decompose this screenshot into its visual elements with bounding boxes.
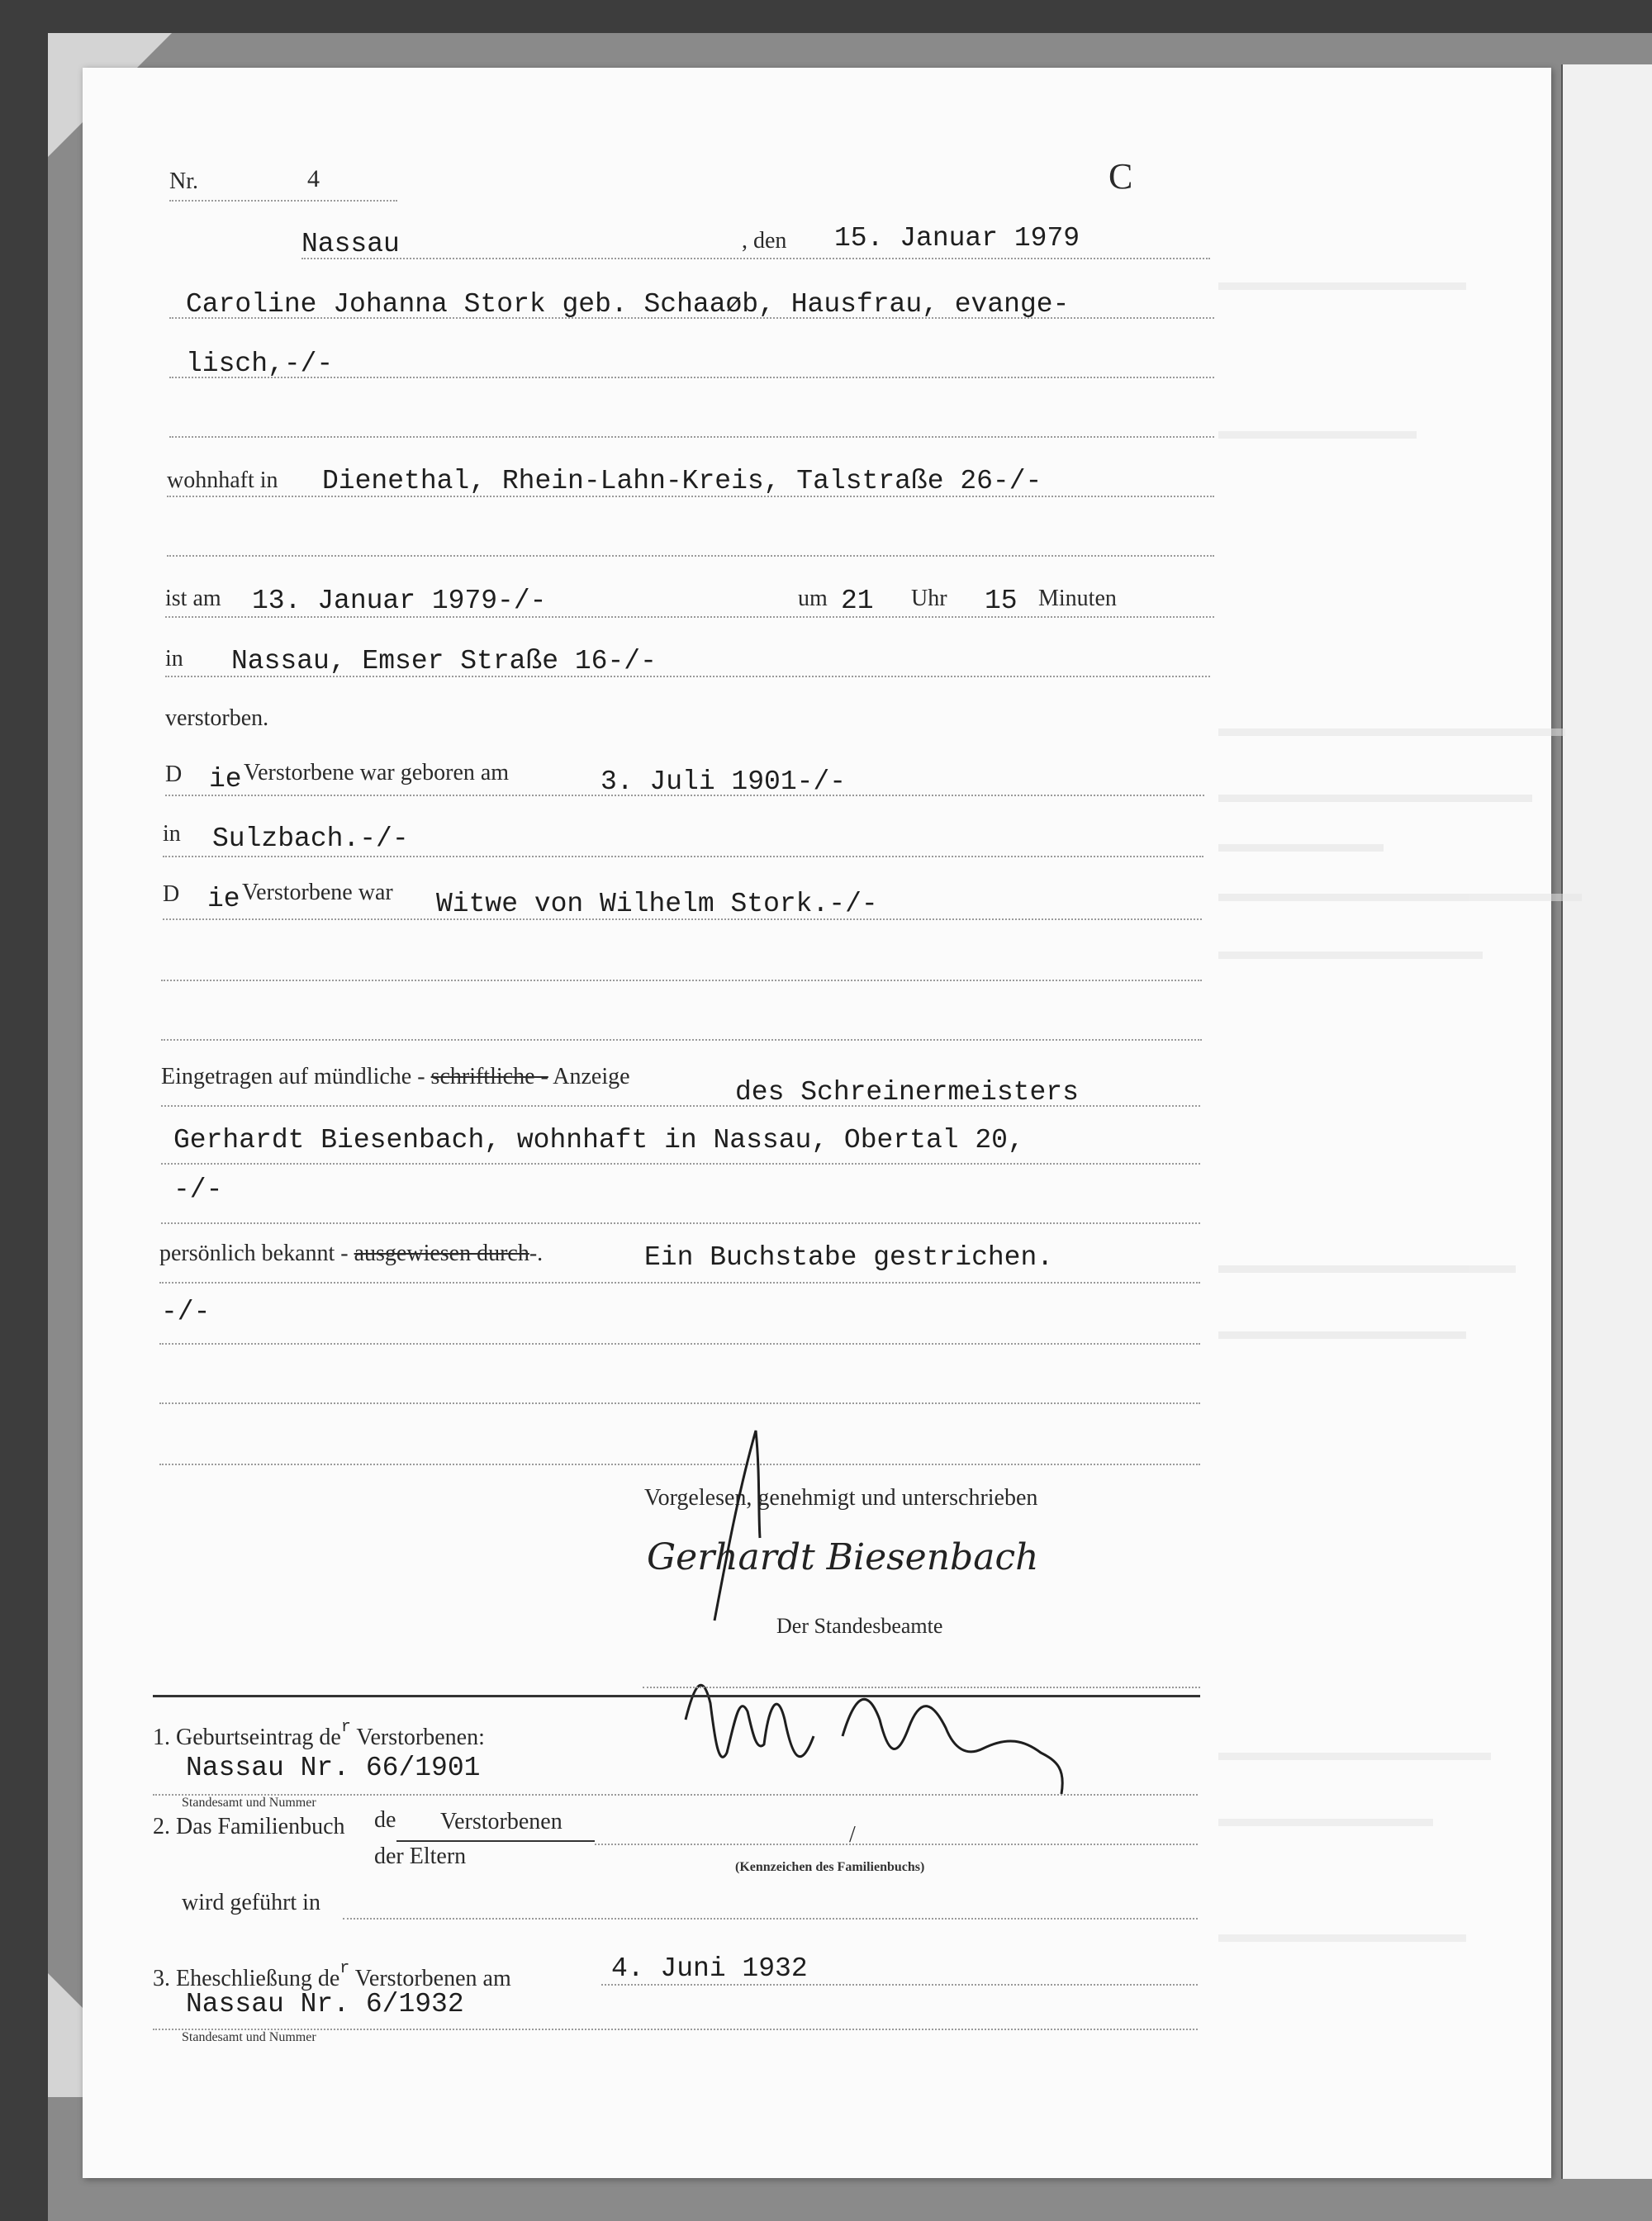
birth-in-label: in	[163, 821, 181, 847]
informant-value-2: Gerhardt Biesenbach, wohnhaft in Nassau, Obertal 20,	[173, 1125, 1024, 1156]
death-hour: 21	[841, 586, 874, 616]
informant-signature: Gerhardt Biesenbach	[647, 1536, 1039, 1578]
place-date-rule	[301, 258, 1210, 259]
footer-item2-label: 2. Das Familienbuch	[153, 1814, 345, 1839]
death-at-label: um	[798, 586, 828, 611]
footer-item3-date: 4. Juni 1932	[611, 1953, 808, 1984]
marital-ie-label: ie	[207, 884, 240, 914]
residence-rule-2	[167, 555, 1214, 557]
birth-place-rule	[163, 856, 1203, 857]
read-approved-label: Vorgelesen, genehmigt und unterschrieben	[644, 1485, 1038, 1511]
death-date: 13. Januar 1979-/-	[252, 586, 547, 616]
residence-rule	[167, 496, 1214, 497]
person-rule-2	[169, 377, 1214, 378]
birth-date: 3. Juli 1901-/-	[601, 766, 847, 797]
birth-ie-label: ie	[209, 764, 242, 795]
footer-item1-label: 1. Geburtseintrag $de^r$ Verstorbenen:	[153, 1718, 485, 1750]
informant-value-1: des Schreinermeisters	[735, 1077, 1079, 1108]
death-place-rule	[165, 676, 1210, 677]
birth-place: Sulzbach.-/-	[212, 823, 409, 854]
footer-item2-verstorbenen: Verstorbenen	[440, 1809, 563, 1834]
informant-note-end: -/-	[161, 1297, 211, 1327]
footer-item3-label: 3. Eheschließung $de^r$ Verstorbenen am	[153, 1959, 511, 1991]
nr-rule	[169, 200, 397, 202]
footer-item3-date-rule	[601, 1984, 1198, 1986]
birth-label: Verstorbene war geboren am	[244, 760, 510, 785]
person-line-1: Caroline Johanna Stork geb. Schaaøb, Hausfrau, evange-	[186, 289, 1070, 320]
footer-item2-slash: /	[849, 1822, 856, 1848]
nr-value: 4	[307, 165, 320, 192]
register-letter: C	[1108, 156, 1133, 197]
nr-label: Nr.	[169, 168, 198, 194]
death-on-label: ist am	[165, 586, 221, 611]
marital-rule	[163, 918, 1202, 920]
residence-label: wohnhaft in	[167, 467, 278, 493]
register-place: Nassau	[301, 229, 400, 259]
death-place: Nassau, Emser Straße 16-/-	[231, 646, 657, 676]
footer-item2-rule	[595, 1844, 1198, 1845]
informant-rule-2	[161, 1163, 1200, 1165]
informant-note: Ein Buchstabe gestrichen.	[644, 1242, 1054, 1273]
marital-label: Verstorbene war	[242, 880, 393, 905]
known-rule	[159, 1282, 1200, 1284]
death-date-rule	[165, 616, 1214, 618]
date-label: , den	[742, 228, 787, 254]
died-label: verstorben.	[165, 705, 269, 731]
birth-date-rule	[165, 795, 1204, 796]
informant-label: Eingetragen auf mündliche - schriftliche - Anzeige	[161, 1064, 630, 1089]
footer-item1-value: Nassau Nr. 66/1901	[186, 1753, 481, 1783]
known-label: persönlich bekannt - ausgewiesen durch-.	[159, 1241, 544, 1266]
marital-rule-3	[161, 1039, 1202, 1041]
marital-d-label: D	[163, 881, 180, 907]
register-date: 15. Januar 1979	[834, 223, 1080, 254]
marital-rule-2	[161, 980, 1202, 981]
footer-item2-eltern: der Eltern	[374, 1844, 467, 1869]
blank-rule-2	[159, 1402, 1200, 1404]
footer-item3-value: Nassau Nr. 6/1932	[186, 1989, 464, 2019]
person-line-2: lisch,-/-	[186, 349, 334, 379]
birth-d-label: D	[165, 762, 183, 787]
informant-rule-3	[161, 1222, 1200, 1224]
blank-rule-1	[159, 1343, 1200, 1345]
informant-value-3: -/-	[173, 1175, 223, 1205]
official-rule	[643, 1687, 1200, 1688]
footer-item2-kennzeichen: (Kennzeichen des Familienbuchs)	[735, 1860, 925, 1874]
footer-item2-wird: wird geführt in	[182, 1890, 320, 1915]
person-rule-1	[169, 317, 1214, 319]
footer-item3-small: Standesamt und Nummer	[182, 2030, 316, 2044]
footer-item2-wird-rule	[343, 1918, 1198, 1920]
register-page	[83, 68, 1551, 2178]
person-rule-3	[169, 436, 1214, 438]
official-label: Der Standesbeamte	[776, 1614, 943, 1638]
footer-item2-underline	[396, 1840, 595, 1842]
death-minute: 15	[985, 586, 1018, 616]
residence-value: Dienethal, Rhein-Lahn-Kreis, Talstraße 26-/-	[322, 466, 1042, 496]
footer-item2-de: de	[374, 1807, 396, 1833]
minutes-label: Minuten	[1038, 586, 1117, 611]
marital-value: Witwe von Wilhelm Stork.-/-	[436, 889, 878, 919]
hour-label: Uhr	[911, 586, 947, 611]
footer-item1-small: Standesamt und Nummer	[182, 1796, 316, 1810]
death-in-label: in	[165, 646, 183, 672]
footer-separator	[153, 1695, 1200, 1697]
informant-rule-1	[161, 1105, 1200, 1107]
show-through-decoration	[1218, 266, 1594, 2042]
